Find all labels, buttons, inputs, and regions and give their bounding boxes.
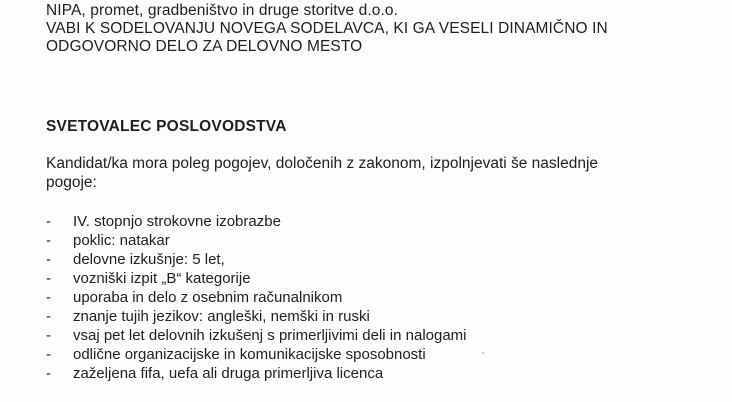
list-bullet: - (46, 308, 51, 325)
list-bullet: - (46, 346, 51, 363)
list-bullet: - (46, 365, 51, 382)
requirement-item (46, 364, 686, 383)
list-bullet: - (46, 289, 51, 306)
list-bullet: - (46, 270, 51, 287)
requirement-text: vozniški izpit „B“ kategorije (73, 270, 251, 287)
requirement-item (46, 250, 686, 269)
requirement-item (46, 288, 686, 307)
requirement-item (46, 345, 686, 364)
requirement-text: zaželjena fifa, uefa ali druga primerljiva licenca (73, 365, 384, 382)
company-name: NIPA, promet, gradbeništvo in druge storitve d.o.o. (46, 2, 399, 19)
requirement-text: uporaba in delo z osebnim računalnikom (73, 289, 343, 306)
requirement-item (46, 269, 686, 288)
requirement-item (46, 307, 686, 326)
requirement-text: vsaj pet let delovnih izkušenj s primerljivimi deli in nalogami (73, 327, 467, 344)
requirements-intro: Kandidat/ka mora poleg pogojev, določenih z zakonom, izpolnjevati še naslednje pogoje: (46, 155, 599, 191)
invitation-line-1: VABI K SODELOVANJU NOVEGA SODELAVCA, KI GA VESELI DINAMIČNO IN (46, 20, 608, 37)
invitation-line-2: ODGOVORNO DELO ZA DELOVNO MESTO (46, 38, 363, 55)
requirement-text: odlične organizacijske in komunikacijske sposobnosti (73, 346, 426, 363)
requirement-text: znanje tujih jezikov: angleški, nemški in ruski (73, 308, 370, 325)
requirement-text: delovne izkušnje: 5 let, (73, 251, 225, 268)
list-bullet: - (46, 213, 51, 230)
requirement-item (46, 212, 686, 231)
requirement-text: poklic: natakar (73, 232, 170, 249)
list-bullet: - (46, 327, 51, 344)
requirement-text: IV. stopnjo strokovne izobrazbe (73, 213, 281, 230)
position-title: SVETOVALEC POSLOVODSTVA (46, 118, 287, 135)
requirements-list (46, 212, 686, 383)
scan-speck (482, 352, 484, 354)
list-bullet: - (46, 232, 51, 249)
requirement-item (46, 326, 686, 345)
requirement-item (46, 231, 686, 250)
list-bullet: - (46, 251, 51, 268)
